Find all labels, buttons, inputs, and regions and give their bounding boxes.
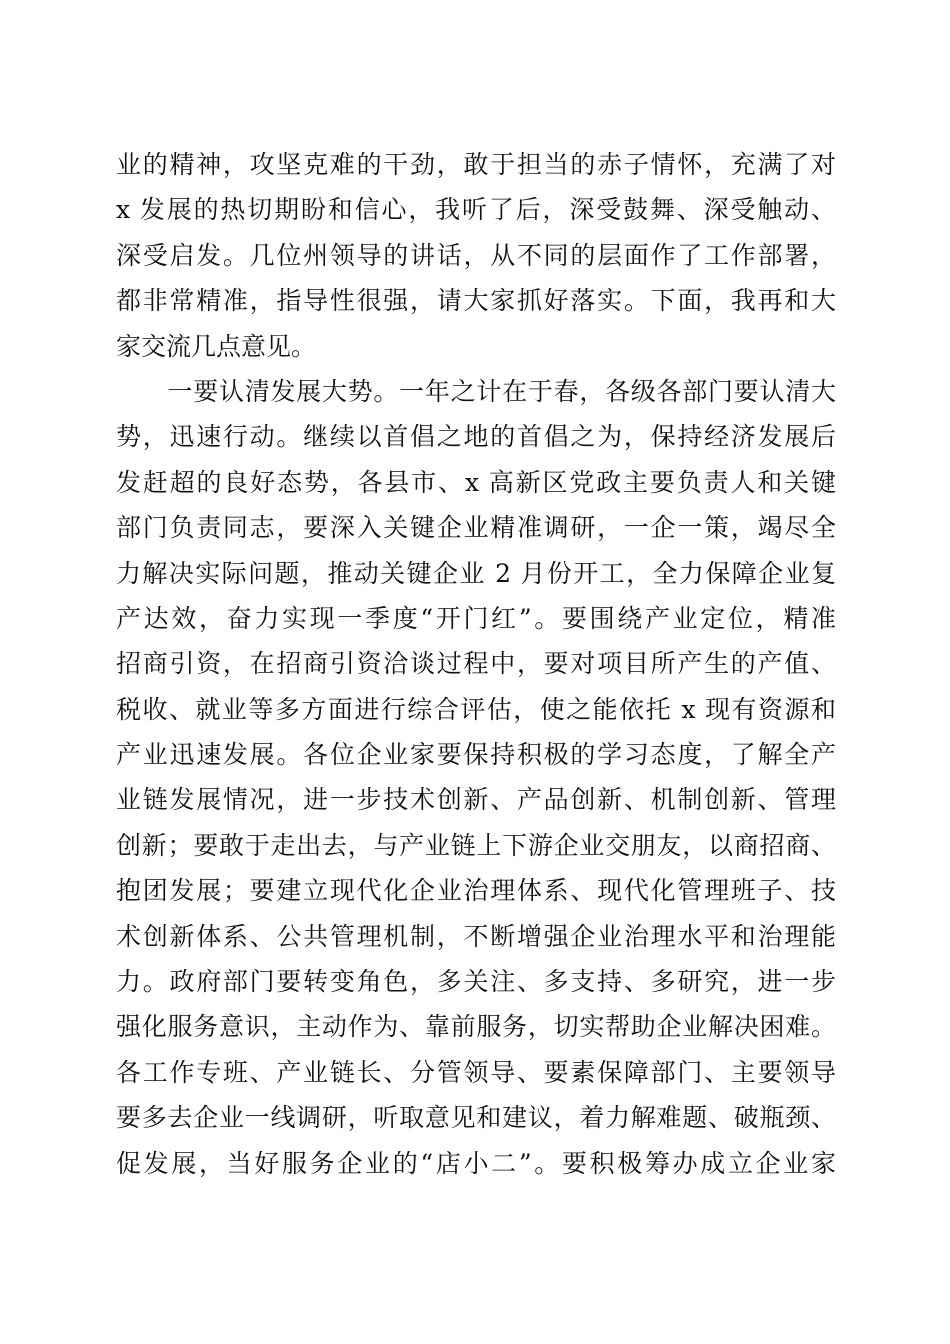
text-line: 势，迅速行动。继续以首倡之地的首倡之为，保持经济发展后 [116,422,836,452]
text-line: 要多去企业一线调研，听取意见和建议，着力解难题、破瓶颈、 [116,1103,836,1133]
text-line: 各工作专班、产业链长、分管领导、要素保障部门、主要领导 [116,1057,836,1087]
text-line: 强化服务意识，主动作为、靠前服务，切实帮助企业解决困难。 [116,1012,836,1042]
text-line: 深受启发。几位州领导的讲话，从不同的层面作了工作部署， [116,240,836,270]
text-line: 抱团发展；要建立现代化企业治理体系、现代化管理班子、技 [116,876,836,906]
text-line: 力解决实际问题，推动关键企业 2 月份开工，全力保障企业复 [116,558,836,588]
body-text [116,142,836,1186]
text-line: 家交流几点意见。 [116,331,317,361]
text-line: 产达效，奋力实现一季度“开门红”。要围绕产业定位，精准 [116,603,836,633]
text-line: 业的精神，攻坚克难的干劲，敢于担当的赤子情怀，充满了对 [116,150,836,179]
text-line: 促发展，当好服务企业的“店小二”。要积极筹办成立企业家 [116,1148,836,1178]
text-line: 一要认清发展大势。一年之计在于春，各级各部门要认清大 [116,376,836,406]
text-line: 都非常精准，指导性很强，请大家抓好落实。下面，我再和大 [116,286,836,316]
text-line: 税收、就业等多方面进行综合评估，使之能依托 x 现有资源和 [116,694,836,724]
text-line: 力。政府部门要转变角色，多关注、多支持、多研究，进一步 [116,967,836,997]
text-line: 术创新体系、公共管理机制，不断增强企业治理水平和治理能 [116,921,836,951]
text-line: 发赶超的良好态势，各县市、x 高新区党政主要负责人和关键 [116,467,836,497]
text-line: 招商引资，在招商引资洽谈过程中，要对项目所产生的产值、 [116,649,836,679]
text-line: x 发展的热切期盼和信心，我听了后，深受鼓舞、深受触动、 [116,195,836,225]
text-line: 创新；要敢于走出去，与产业链上下游企业交朋友，以商招商、 [116,830,836,860]
text-line: 产业迅速发展。各位企业家要保持积极的学习态度，了解全产 [116,740,836,770]
text-line: 业链发展情况，进一步技术创新、产品创新、机制创新、管理 [116,785,836,815]
text-line: 部门负责同志，要深入关键企业精准调研，一企一策，竭尽全 [116,513,836,543]
